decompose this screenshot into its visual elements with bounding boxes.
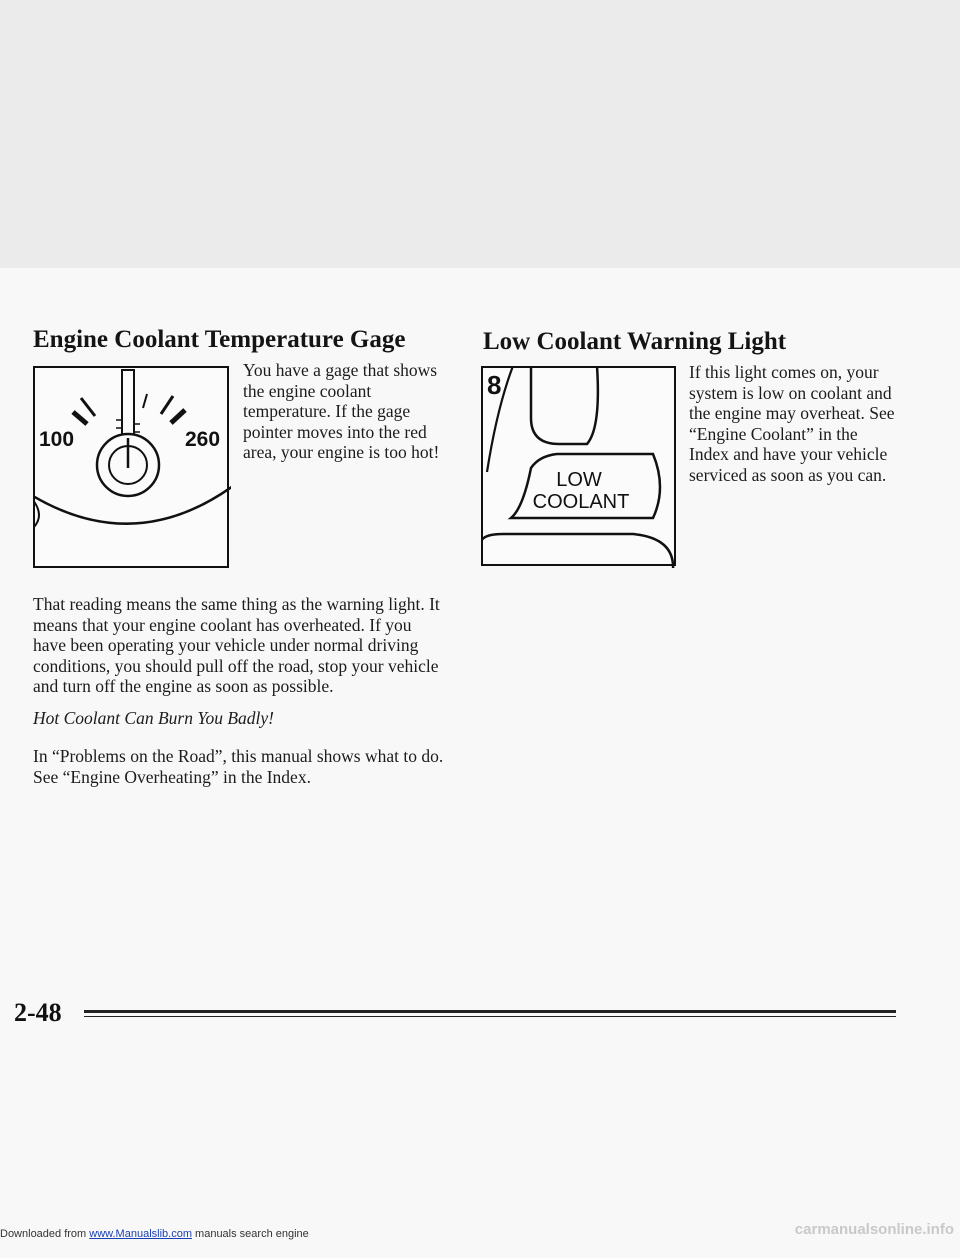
low-coolant-heading: Low Coolant Warning Light: [483, 328, 787, 355]
manualslib-link[interactable]: www.Manualslib.com: [89, 1228, 192, 1240]
problems-reference-text: In “Problems on the Road”, this manual shows what to do. See “Engine Overheating” in the Index.: [33, 746, 444, 787]
engine-coolant-gage-heading: Engine Coolant Temperature Gage: [33, 326, 406, 353]
indicator-low-label: LOW: [556, 469, 602, 491]
footer-suffix: manuals search engine: [191, 1228, 309, 1240]
temperature-gauge-figure: [33, 366, 229, 568]
footer-rule-thin: [84, 1016, 896, 1017]
page-number: 2-48: [14, 998, 62, 1027]
site-watermark: carmanualsonline.info: [794, 1221, 954, 1238]
page-top-margin: [0, 0, 960, 268]
footer-rule-thick: [84, 1010, 896, 1013]
gauge-max-label: 260: [185, 428, 221, 451]
gage-intro-text: You have a gage that shows the engine coolant temperature. If the gage pointer moves into the red area, your engine is too hot!: [243, 360, 440, 462]
footer-prefix: Downloaded from: [0, 1228, 90, 1240]
manual-page: [0, 268, 960, 1258]
burn-caution-text: Hot Coolant Can Burn You Badly!: [33, 708, 274, 728]
low-coolant-indicator-icon: [483, 368, 678, 568]
low-coolant-text: If this light comes on, your system is low on coolant and the engine may overheat. See “Engine Coolant” in the Index and have your vehicle serviced as soon as you can.: [689, 362, 895, 485]
download-footer: [0, 1228, 309, 1240]
indicator-coolant-label: COOLANT: [532, 491, 630, 513]
partial-digit-label: 8: [487, 370, 502, 400]
overheat-paragraph: That reading means the same thing as the warning light. It means that your engine coolant has overheated. If you have been operating your vehicle under normal driving conditions, you should pull off the road, stop your vehicle and turn off the engine as soon as possible.: [33, 594, 440, 696]
low-coolant-figure: [481, 366, 676, 566]
gauge-min-label: 100: [39, 428, 75, 451]
temperature-gauge-icon: [35, 368, 231, 570]
